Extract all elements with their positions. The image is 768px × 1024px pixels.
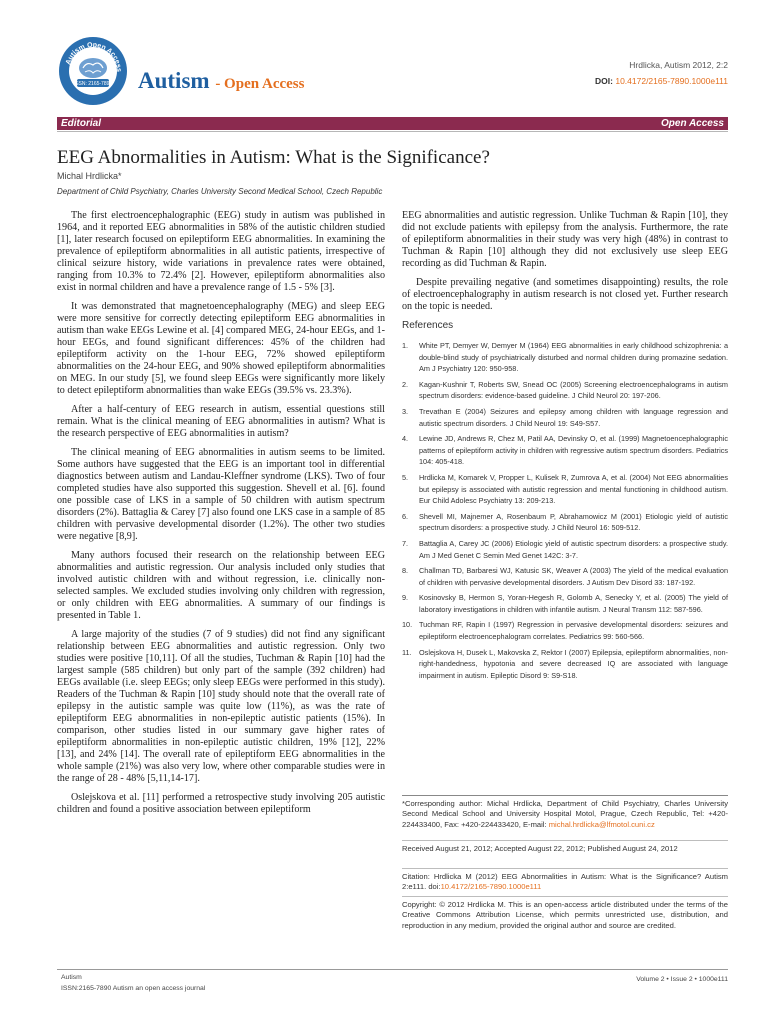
- paragraph: Oslejskova et al. [11] performed a retrospective study involving 205 autistic children and found a positive association between epileptiform: [57, 792, 385, 815]
- author-email-link[interactable]: michal.hrdlicka@lfmotol.cuni.cz: [548, 819, 655, 829]
- reference-item: 10. Tuchman RF, Rapin I (1997) Regression in pervasive developmental disorders: seizures and epileptiform electroencephalogram correlates. Pediatrics 99: 560-566.: [402, 620, 728, 642]
- brain-logo-icon: [57, 35, 129, 107]
- footer-journal: Autism ISSN:2165-7890 Autism an open access journal: [61, 974, 206, 992]
- footer-divider: [57, 969, 728, 970]
- citation-block: Citation: Hrdlicka M (2012) EEG Abnormalities in Autism: What is the Significance? Autism 2:e111. doi:10.4172/2165-7890.1000e111: [402, 868, 728, 893]
- reference-item: 9. Kosinovsky B, Hermon S, Yoran-Hegesh R, Golomb A, Senecky Y, et al. (2005) The yield of laboratory investigations in children with infantile autism. J Neural Transm 112: 587-596.: [402, 593, 728, 614]
- reference-item: 6. Shevell MI, Majnemer A, Rosenbaum P, Abrahamowicz M (2001) Etiologic yield of autistic spectrum disorders: a prospective study. J Child Neurol 16: 509-512.: [402, 511, 728, 533]
- citation-header: [595, 57, 728, 89]
- author-name: Michal Hrdlicka*: [57, 171, 122, 181]
- journal-title: [138, 68, 304, 94]
- left-column: [57, 210, 385, 823]
- reference-item: 2. Kagan-Kushnir T, Roberts SW, Snead OC (2005) Screening electroencephalograms in autism spectrum disorders: evidence-based guideline. J Child Neurol 20: 197-206.: [402, 379, 728, 401]
- doi-link[interactable]: 10.4172/2165-7890.1000e111: [615, 76, 728, 86]
- reference-item: 3. Trevathan E (2004) Seizures and epilepsy among children with language regression and autistic spectrum disorders. J Child Neurol 19: S49-S57.: [402, 406, 728, 428]
- citation-line: Hrdlicka, Autism 2012, 2:2: [629, 60, 728, 70]
- citation-doi-link[interactable]: 10.4172/2165-7890.1000e111: [440, 882, 542, 892]
- reference-item: 4. Lewine JD, Andrews R, Chez M, Patil AA, Devinsky O, et al. (1999) Magnetoencephalographic patterns of epileptiform activity in children with regressive autism spectrum disorders. Pediatrics 104: 405-418.: [402, 434, 728, 467]
- divider: [57, 131, 728, 132]
- received-dates: Received August 21, 2012; Accepted August 22, 2012; Published August 24, 2012: [402, 840, 728, 854]
- footer-volume: Volume 2 • Issue 2 • 1000e111: [636, 976, 728, 983]
- paragraph: Many authors focused their research on the relationship between EEG abnormalities and autistic regression. Our analysis included only studies that involved autistic children with and without regression, i.e. clinically non-selected samples. We excluded studies involving only children with regression, or only children with EEG abnormalities. A summary of our findings is presented in Table 1.: [57, 550, 385, 621]
- right-column: [402, 210, 728, 685]
- journal-logo: [57, 35, 129, 107]
- reference-item: 1. White PT, Demyer W, Demyer M (1964) EEG abnormalities in early childhood schizophrenia: a double-blind study of psychiatrically disturbed and normal children during promazine sedation. Am J Psychiatry 120: 950-958.: [402, 341, 728, 374]
- reference-item: 8. Challman TD, Barbaresi WJ, Katusic SK, Weaver A (2003) The yield of the medical evaluation of children with pervasive developmental disorders. J Autism Dev Disord 33: 187-192.: [402, 566, 728, 587]
- reference-item: 11. Oslejskova H, Dusek L, Makovska Z, Rektor I (2007) Epilepsia, epileptiform abnormalities, non-right-handedness, hypotonia and severe decreased IQ are associated with language impairment in autism. Epileptic Disord 9: S9-S18.: [402, 647, 728, 680]
- corresponding-author: *Corresponding author: Michal Hrdlicka, Department of Child Psychiatry, Charles University Second Medical School and University Hospital Motol, Prague, Czech Republic, Tel: +420-224433400, Fax: +420-224433420, E-mail: michal.hrdlicka@lfmotol.cuni.cz: [402, 795, 728, 830]
- references-heading: References: [402, 320, 454, 331]
- paragraph: A large majority of the studies (7 of 9 studies) did not find any significant relationship between EEG abnormalities and autistic regression. Only two studies were positive [10,11]. Of all the studies, Tuchman & Rapin [10] had the largest sample (585 children) but only part of the sample (392 children) had EEGs available (i.e. sleep EEGs; only sleep EEGs were performed in this study). Readers of the Tuchman & Rapin [10] study should note that the overall rate of epilepsy in the autistic sample was quite low (11%), as was the rate of epileptiform EEG abnormalities in non-epileptic autistic patients (15%). In comparison, other studies listed in our summary gave higher rates of epileptiform abnormalities in non-epileptic autistic children, 19% [12], 22% [13], and 24% [14]. The overall rate of epileptiform EEG abnormalities in the whole sample (21%) was also very low, where other comparable studies were in the range of 28 - 48% [5,11,14-17].: [57, 629, 385, 784]
- affiliation: Department of Child Psychiatry, Charles University Second Medical School, Czech Republic: [57, 187, 383, 196]
- doi-label: DOI:: [595, 76, 613, 86]
- copyright-block: Copyright: © 2012 Hrdlicka M. This is an open-access article distributed under the terms of the Creative Commons Attribution License, which permits unrestricted use, distribution, and reproduction in any medium, provided the original author and source are credited.: [402, 896, 728, 931]
- section-band: [57, 117, 728, 130]
- paragraph: It was demonstrated that magnetoencephalography (MEG) and sleep EEG were more sensitive for correctly detecting epileptiform EEG abnormalities in autism than wake EEGs Lewine et al. [4] compared MEG, 24-hour EEGs, and 1-hour EEGs, and found significant differences: 45% of the children had epileptiform activity on the 1-hour EEG, 72% showed epileptiform abnormalities on the 24-hour EEG, and 90% showed epileptiform abnormalities on MEG. In our study [5], we found sleep EEGs were significantly more likely to detect epileptiform abnormalities than wake EEGs (39.5% vs. 23.3%).: [57, 301, 385, 396]
- logo-ring-text: Autism Open Access: [64, 41, 123, 73]
- reference-item: 7. Battaglia A, Carey JC (2006) Etiologic yield of autistic spectrum disorders: a prospective study. Am J Med Genet C Semin Med Genet 142C: 3-7.: [402, 538, 728, 560]
- references-list: [402, 340, 728, 681]
- paragraph: After a half-century of EEG research in autism, essential questions still remain. What is the clinical meaning of EEG abnormalities in autism? What is the research perspective of EEG abnormalities in autism?: [57, 404, 385, 439]
- paragraph: The first electroencephalographic (EEG) study in autism was published in 1964, and it reported EEG abnormalities in 58% of the autistic children studied [1], later research focused on epileptiform EEG abnormalities. In examining the prevalence of epileptiform abnormalities in all autistic patients, irrespective of clinical seizure history, wide variations in prevalence rates were obtained, ranging from 10.3% to 72.4% [2]. However, epileptiform abnormalities also exist in normal children and have a prevalence range of 1.5 - 5% [3].: [57, 210, 385, 293]
- open-access-tag: Open Access: [661, 118, 724, 129]
- open-access-label: - Open Access: [211, 76, 305, 92]
- paragraph: The clinical meaning of EEG abnormalities in autism seems to be limited. Some authors have suggested that the EEG is an important tool in differential diagnostics between autism and Landau-Kleffner syndrome (LKS). Two of four completed studies have also supported this suggestion. Shevell et al. [6]. found one possible case of LKS in a sample of 50 children with autism spectrum disorders (2%). Battaglia & Carey [7] also found one LKS case in a sample of 85 children with pervasive developmental disorder (1.2%). The other two studies were negative [8,9].: [57, 447, 385, 542]
- reference-item: 5. Hrdlicka M, Komarek V, Propper L, Kulisek R, Zumrova A, et al. (2004) Not EEG abnormalities but epilepsy is associated with autistic regression and mental functioning in childhood autism. Eur Child Adolesc Psychiatry 13: 209-213.: [402, 472, 728, 506]
- paragraph: EEG abnormalities and autistic regression. Unlike Tuchman & Rapin [10], they did not exclude patients with epilepsy from the analysis. Furthermore, the rate of epileptiform abnormalities in their study was very high (48%) in contrast to Tuchman & Rapin [10] although they did not exclusively use sleep EEG recording as did Tuchman & Rapin.: [402, 210, 728, 269]
- journal-name: Autism: [138, 68, 210, 93]
- article-title: EEG Abnormalities in Autism: What is the Significance?: [57, 147, 490, 168]
- paragraph: Despite prevailing negative (and sometimes disappointing) results, the role of electroencephalography in autism research is not closed yet. Further research on the topic is needed.: [402, 277, 728, 312]
- article-type: Editorial: [61, 118, 102, 129]
- logo-issn: ISSN: 2165-7890: [73, 81, 113, 87]
